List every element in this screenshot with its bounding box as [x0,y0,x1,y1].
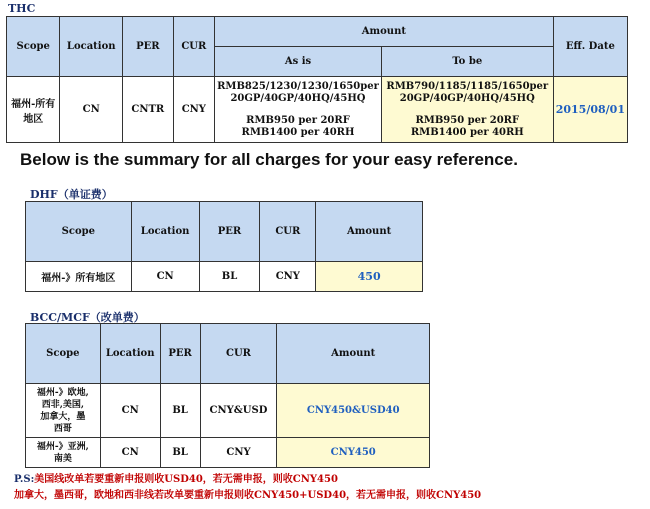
header-per: PER [199,202,260,262]
to-be-line: RMB1400 per 40RH [410,126,524,138]
cell-cur: CNY [260,262,316,292]
cell-scope: 福州-所有地区 [7,77,60,143]
cell-per: BL [199,262,260,292]
header-location: Location [60,17,123,77]
cell-to-be [381,77,553,143]
table-row [26,384,430,438]
as-is-line: 20GP/40GP/40HQ/45HQ [230,92,366,104]
cell-scope: 福州-》所有地区 [26,262,132,292]
table-row [26,438,430,468]
header-location: Location [100,324,160,384]
header-cur: CUR [200,324,277,384]
to-be-line: 20GP/40GP/40HQ/45HQ [399,92,535,104]
header-scope: Scope [26,324,101,384]
thc-title: THC [8,2,36,15]
header-amount: Amount [316,202,423,262]
cell-cur: CNY [200,438,277,468]
scope-line: 西哥 [53,423,72,434]
bcc-title: BCC/MCF（改单费） [30,311,145,324]
ps-note-line-1 [14,470,338,485]
dhf-title: DHF（单证费） [30,188,113,201]
cell-location: CN [100,384,160,438]
cell-per: BL [160,438,200,468]
header-scope: Scope [7,17,60,77]
table-row [7,77,628,143]
header-to-be: To be [381,47,553,77]
header-cur: CUR [173,17,215,77]
scope-line: 南美 [53,453,72,464]
cell-location: CN [60,77,123,143]
as-is-line: RMB950 per 20RF [246,114,350,126]
cell-cur: CNY [173,77,215,143]
ps-note-line-2: 加拿大，墨西哥，欧地和西非线若改单要重新申报则收CNY450+USD40，若无需申报，则收CNY450 [14,490,482,501]
header-eff-date: Eff. Date [553,17,627,77]
cell-per: CNTR [123,77,174,143]
cell-scope [26,384,101,438]
bcc-table [25,323,430,468]
as-is-line: RMB1400 per 40RH [241,126,355,138]
cell-scope [26,438,101,468]
ps-prefix: P.S: [14,474,35,485]
to-be-line: RMB950 per 20RF [415,114,520,126]
ps-text: 美国线改单若要重新申报则收USD40，若无需申报，则收CNY450 [34,474,338,485]
header-per: PER [160,324,200,384]
thc-table [6,16,628,143]
as-is-line: RMB825/1230/1230/1650per [217,80,379,92]
to-be-line: RMB790/1185/1185/1650per [386,80,549,92]
cell-location: CN [100,438,160,468]
summary-heading: Below is the summary for all charges for your easy reference. [20,150,518,169]
header-amount: Amount [215,17,554,47]
scope-line: 西非,美国, [41,399,84,410]
scope-line: 加拿大，墨 [40,411,86,422]
cell-eff-date: 2015/08/01 [553,77,627,143]
cell-location: CN [131,262,199,292]
header-amount: Amount [277,324,430,384]
cell-per: BL [160,384,200,438]
cell-as-is [215,77,382,143]
header-per: PER [123,17,174,77]
scope-line: 福州-》亚洲, [36,441,89,452]
cell-amount: CNY450&USD40 [277,384,430,438]
dhf-table [25,201,423,292]
cell-cur: CNY&USD [200,384,277,438]
header-scope: Scope [26,202,132,262]
cell-amount: 450 [316,262,423,292]
header-cur: CUR [260,202,316,262]
table-row [26,262,423,292]
header-location: Location [131,202,199,262]
cell-amount: CNY450 [277,438,430,468]
scope-line: 福州-》欧地, [36,387,89,398]
header-as-is: As is [215,47,382,77]
